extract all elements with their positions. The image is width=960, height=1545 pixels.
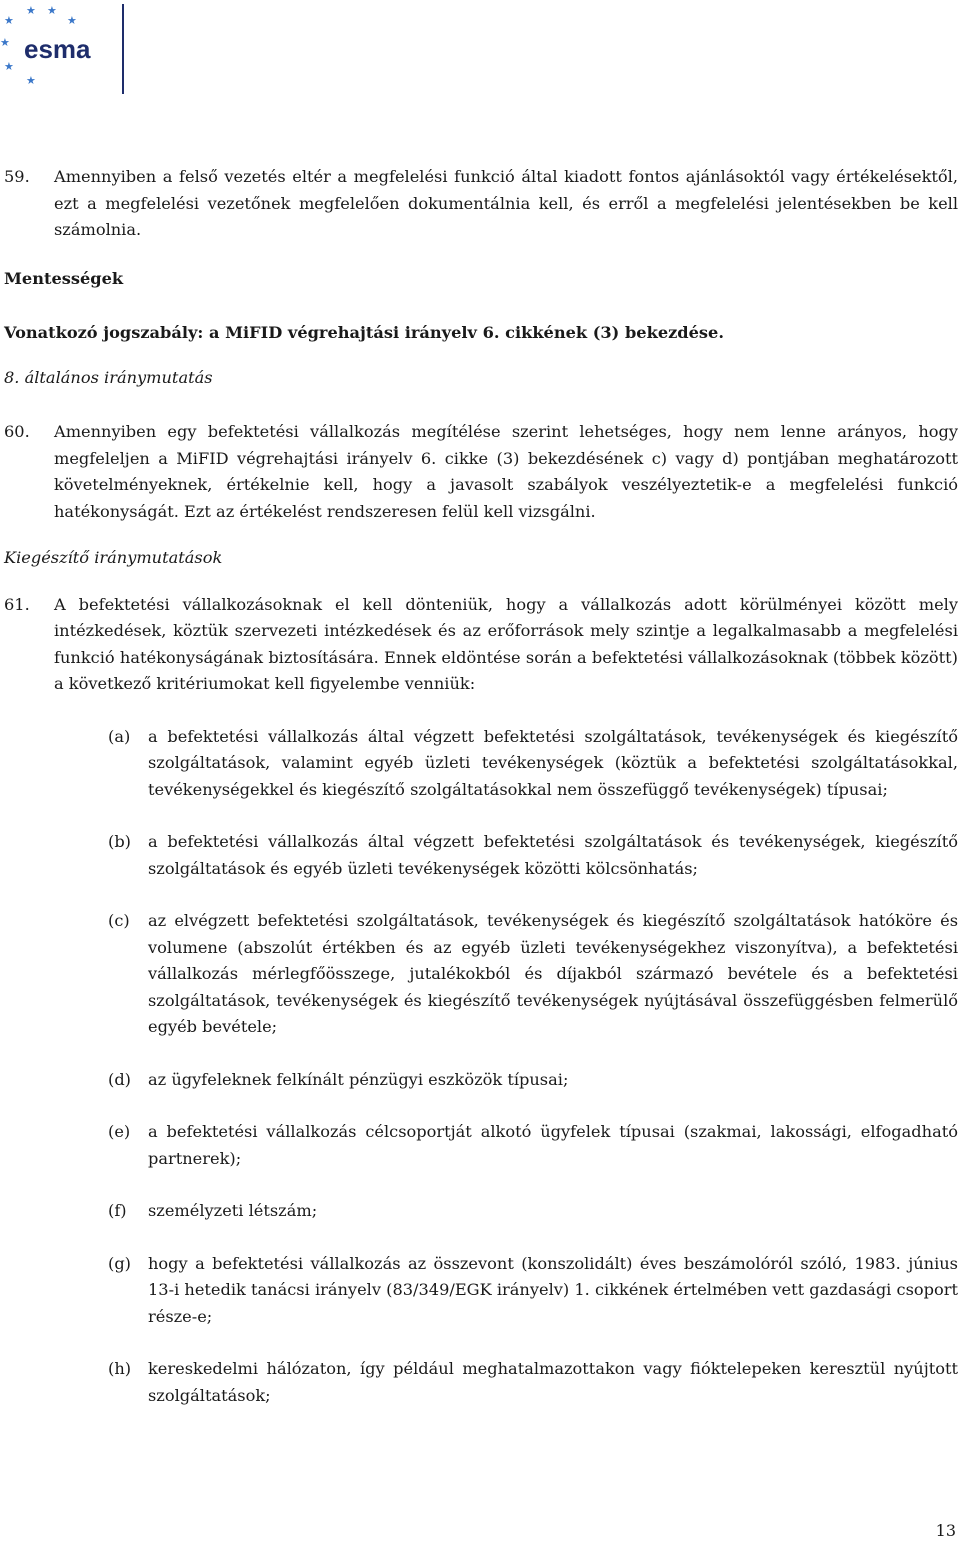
list-item-c	[108, 908, 958, 1041]
list-item-text: az ügyfeleknek felkínált pénzügyi eszközök típusai;	[148, 1069, 569, 1089]
svg-text:★: ★	[67, 14, 77, 27]
paragraph-61	[4, 592, 958, 698]
paragraph-59	[4, 164, 958, 244]
list-item-label: (g)	[108, 1253, 131, 1273]
list-item-g	[108, 1251, 958, 1331]
list-item-text: az elvégzett befektetési szolgáltatások, tevékenységek és kiegészítő szolgáltatások hatóköre és volumene (abszolút értékben és az egyéb üzleti tevékenységekhez viszonyítva), a befektetési vállalkozás mérlegfőösszege, jutalékokból és díjakból származó bevétele és a befektetési szolgáltatások, tevékenységek és kiegészítő tevékenységek nyújtásával összefüggésben felmerülő egyéb bevétele;	[148, 911, 958, 1036]
list-item-label: (c)	[108, 911, 130, 930]
svg-text:★: ★	[4, 14, 14, 27]
heading-mentessegek: Mentességek	[4, 268, 124, 288]
svg-text:★: ★	[47, 4, 57, 17]
list-item-text: a befektetési vállalkozás által végzett befektetési szolgáltatások, tevékenységek és kiegészítő szolgáltatások, valamint egyéb üzleti tevékenységek (köztük a befektetési szolgáltatásokkal, tevékenységekkel és kiegészítő szolgáltatásokkal nem összefüggő tevékenységek) típusai;	[148, 726, 958, 799]
esma-logo-text: esma	[24, 34, 91, 64]
paragraph-text: Amennyiben egy befektetési vállalkozás megítélése szerint lehetséges, hogy nem lenne arányos, hogy megfeleljen a MiFID végrehajtási irányelv 6. cikke (3) bekezdésének c) vagy d) pontjában meghatározott követelményeknek, értékelnie kell, hogy a javasolt szabályok veszélyeztetik-e a megfelelési funkció hatékonyságát. Ezt az értékelést rendszeresen felül kell vizsgálni.	[54, 422, 958, 521]
list-item-label: (d)	[108, 1069, 131, 1089]
list-item-a	[108, 724, 958, 804]
list-item-label: (b)	[108, 832, 131, 851]
list-item-label: (e)	[108, 1122, 131, 1141]
list-item-label: (h)	[108, 1359, 132, 1378]
list-item-text: személyzeti létszám;	[148, 1201, 318, 1220]
paragraph-60	[4, 419, 958, 525]
svg-text:★: ★	[0, 36, 10, 49]
paragraph-text: A befektetési vállalkozásoknak el kell dönteniük, hogy a vállalkozás adott körülményei között mely intézkedések, köztük szervezeti intézkedések és az erőforrások mely szintje a legalkalmasabb a megfelelési funkció hatékonyságának biztosítására. Ennek eldöntése során a befektetési vállalkozásoknak (többek között) a következő kritériumokat kell figyelembe venniük:	[54, 594, 958, 693]
esma-stars-icon	[0, 0, 120, 100]
list-item-text: kereskedelmi hálózaton, így például meghatalmazottakon vagy fióktelepeken keresztül nyújtott szolgáltatások;	[148, 1359, 958, 1405]
list-item-text: hogy a befektetési vállalkozás az összevont (konszolidált) éves beszámolóról szóló, 1983. június 13-i hetedik tanácsi irányelv (83/349/EGK irányelv) 1. cikkének értelmében vett gazdasági csoport része-e;	[148, 1253, 958, 1326]
list-item-label: (a)	[108, 726, 131, 746]
svg-text:★: ★	[26, 4, 36, 17]
document-body	[4, 164, 958, 1409]
logo-divider	[122, 4, 124, 94]
list-item-e	[108, 1119, 958, 1172]
list-item-text: a befektetési vállalkozás célcsoportját alkotó ügyfelek típusai (szakmai, lakossági, elfogadható partnerek);	[148, 1122, 958, 1168]
heading-vonatkozo-jogszabaly: Vonatkozó jogszabály: a MiFID végrehajtási irányelv 6. cikkének (3) bekezdése.	[4, 323, 724, 342]
heading-guideline-8: 8. általános iránymutatás	[4, 367, 213, 387]
list-item-h	[108, 1356, 958, 1409]
list-item-b	[108, 829, 958, 882]
page-number: 13	[935, 1521, 956, 1540]
list-item-f	[108, 1198, 958, 1225]
paragraph-text: Amennyiben a felső vezetés eltér a megfelelési funkció által kiadott fontos ajánlásoktól vagy értékelésektől, ezt a megfelelési vezetőnek megfelelően dokumentálnia kell, és erről a megfelelési jelentésekben be kell számolnia.	[54, 167, 958, 239]
svg-text:★: ★	[26, 74, 36, 87]
heading-kiegeszito: Kiegészítő iránymutatások	[4, 548, 223, 567]
esma-logo	[0, 0, 130, 100]
list-item-text: a befektetési vállalkozás által végzett befektetési szolgáltatások és tevékenységek, kiegészítő szolgáltatások és egyéb üzleti tevékenységek közötti kölcsönhatás;	[148, 832, 958, 878]
paragraph-number: 61.	[4, 594, 30, 614]
paragraph-number: 59.	[4, 167, 30, 186]
list-item-label: (f)	[108, 1201, 127, 1220]
list-item-d	[108, 1067, 958, 1094]
svg-text:★: ★	[4, 60, 14, 73]
paragraph-number: 60.	[4, 422, 30, 441]
